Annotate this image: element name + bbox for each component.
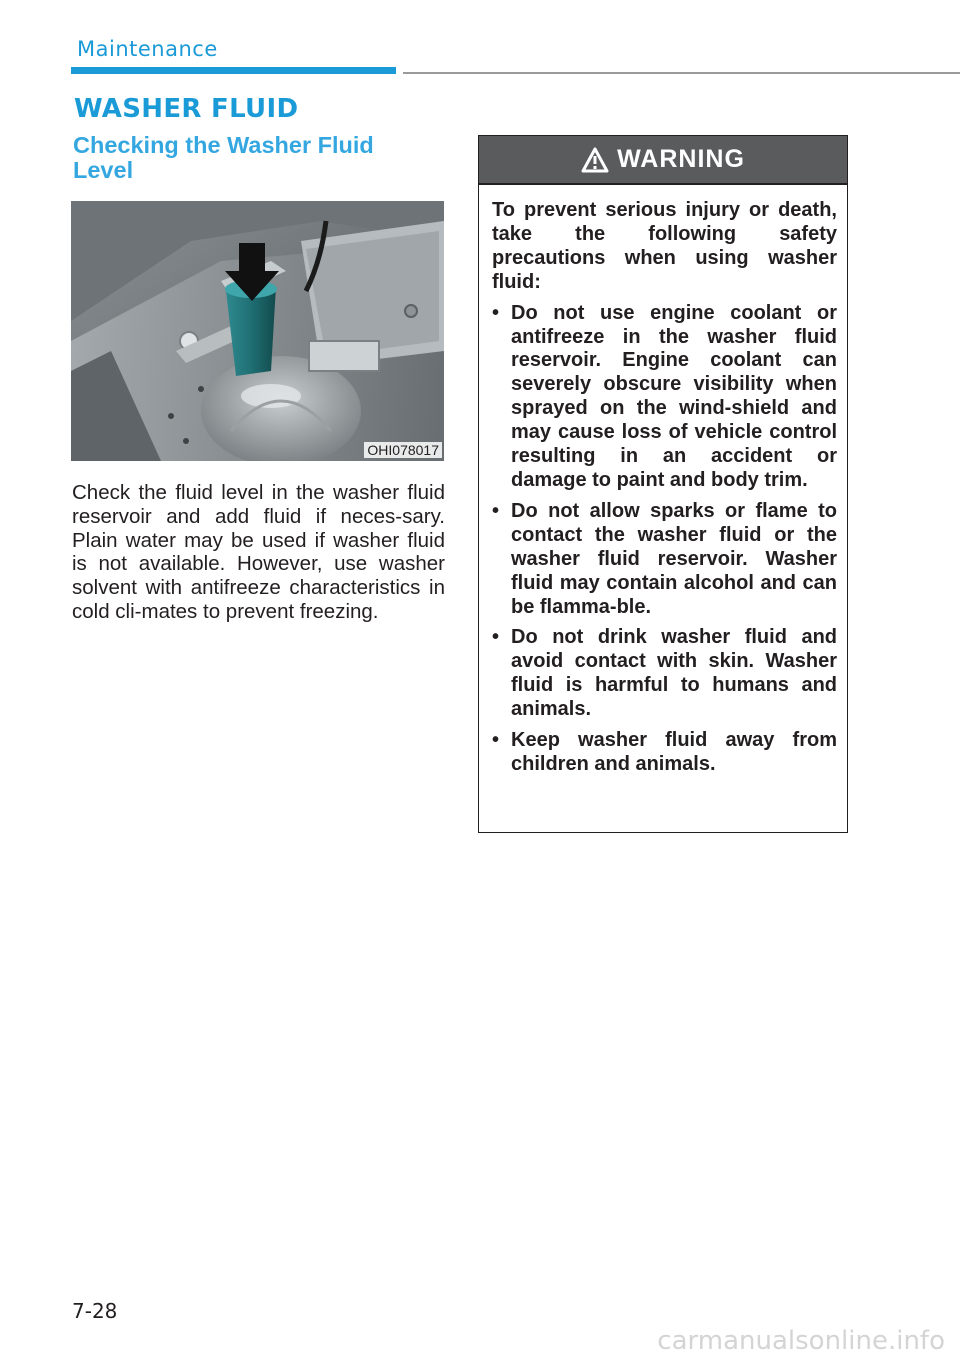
header-accent-bar [71, 67, 396, 74]
body-paragraph: Check the fluid level in the washer fluid reservoir and add fluid if neces-sary. Plain water may be used if washer fluid is not available. However, use washer solvent with antifreeze characteristics in cold cli-mates to prevent freezing. [72, 481, 445, 623]
engine-bay-illustration [71, 201, 444, 461]
header-rule [403, 72, 960, 74]
page-title: WASHER FLUID [74, 94, 299, 124]
list-item: • Do not use engine coolant or antifreeze in the washer fluid reservoir. Engine coolant can severely obscure visibility when sprayed on the wind-shield and may cause loss of vehicle control resulting in an accident or damage to paint and body trim. [492, 302, 837, 493]
warning-box [478, 135, 848, 833]
warning-list [492, 302, 837, 777]
warning-intro: To prevent serious injury or death, take the following safety precautions when using washer fluid: [492, 199, 837, 293]
figure-code: OHI078017 [364, 442, 442, 458]
warning-header [479, 136, 847, 185]
watermark: carmanualsonline.info [657, 1326, 945, 1356]
page-number: 7-28 [72, 1299, 118, 1323]
subsection-title: Checking the Washer Fluid Level [73, 132, 374, 183]
washer-reservoir-figure [71, 201, 444, 461]
warning-title: WARNING [617, 145, 745, 173]
warning-triangle-icon [581, 147, 609, 173]
section-header: Maintenance [77, 37, 218, 61]
list-item: • Keep washer fluid away from children and animals. [492, 729, 837, 777]
list-item: • Do not drink washer fluid and avoid contact with skin. Washer fluid is harmful to humans and animals. [492, 626, 837, 722]
list-item: • Do not allow sparks or flame to contact the washer fluid or the washer fluid reservoir. Washer fluid may contain alcohol and can be flamma-ble. [492, 500, 837, 620]
warning-body [479, 185, 847, 777]
